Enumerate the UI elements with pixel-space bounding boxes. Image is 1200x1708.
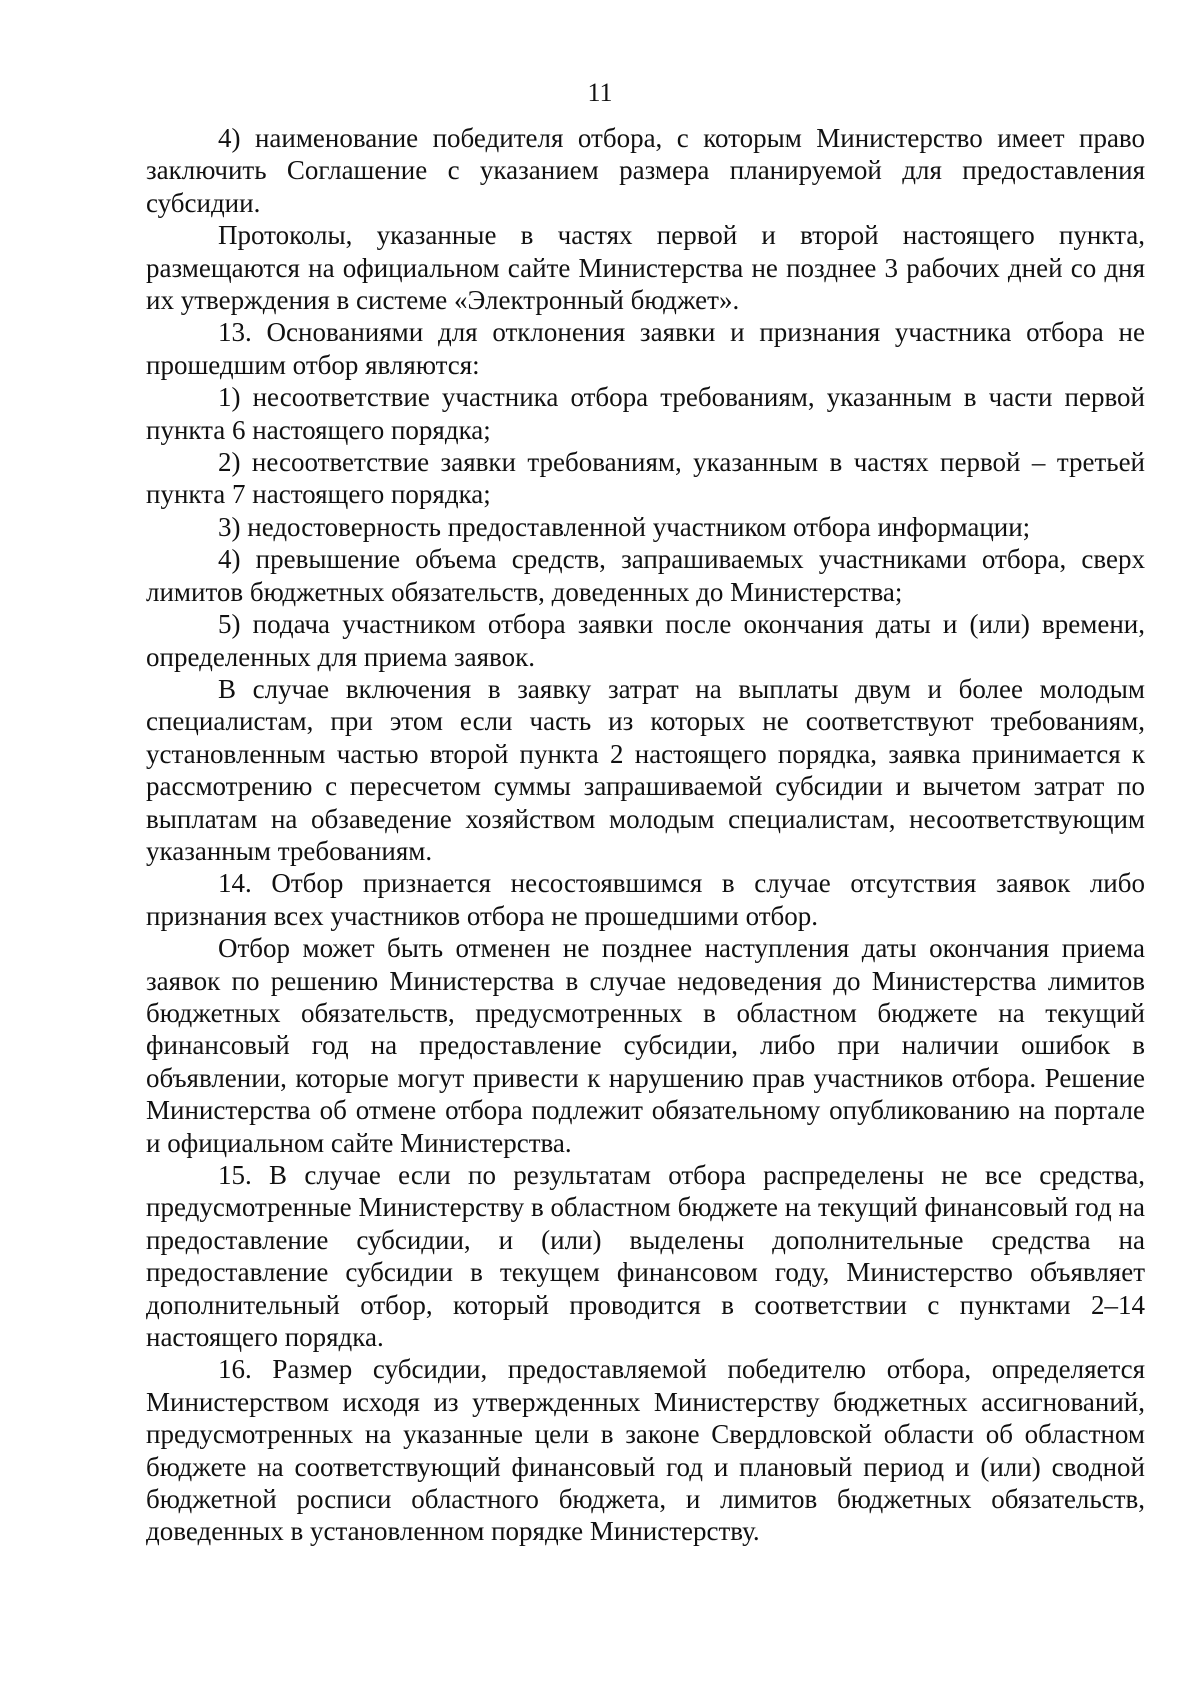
- paragraph-rejection-ground-5: 5) подача участником отбора заявки после окончания даты и (или) времени, определенных для приема заявок.: [146, 609, 1145, 672]
- paragraph-14-failed-selection: 14. Отбор признается несостоявшимся в случае отсутствия заявок либо признания всех участников отбора не прошедшими отбор.: [146, 868, 1145, 931]
- paragraph-item-4-winner-name: 4) наименование победителя отбора, с которым Министерство имеет право заключить Соглашение с указанием размера планируемой для предоставления субсидии.: [146, 123, 1145, 218]
- paragraph-rejection-ground-1: 1) несоответствие участника отбора требованиям, указанным в части первой пункта 6 настоящего порядка;: [146, 382, 1145, 445]
- paragraph-rejection-ground-2: 2) несоответствие заявки требованиям, указанным в частях первой – третьей пункта 7 настоящего порядка;: [146, 447, 1145, 510]
- paragraph-selection-cancellation: Отбор может быть отменен не позднее наступления даты окончания приема заявок по решению Министерства в случае недоведения до Министерства лимитов бюджетных обязательств, предусмотренных в областном бюджете на текущий финансовый год на предоставление субсидии, либо при наличии ошибок в объявлении, которые могут привести к нарушению прав участников отбора. Решение Министерства об отмене отбора подлежит обязательному опубликованию на портале и официальном сайте Министерства.: [146, 933, 1145, 1158]
- paragraph-young-specialists: В случае включения в заявку затрат на выплаты двум и более молодым специалистам, при этом если часть из которых не соответствуют требованиям, установленным частью второй пункта 2 настоящего порядка, заявка принимается к рассмотрению с пересчетом суммы запрашиваемой субсидии и вычетом затрат по выплатам на обзаведение хозяйством молодым специалистам, несоответствующим указанным требованиям.: [146, 673, 1145, 866]
- document-body: [146, 122, 1145, 1548]
- page-number: 11: [587, 78, 613, 107]
- paragraph-16-subsidy-size: 16. Размер субсидии, предоставляемой победителю отбора, определяется Министерством исходя из утвержденных Министерству бюджетных ассигнований, предусмотренных на указанные цели в законе Свердловской области об областном бюджете на соответствующий финансовый год и плановый период и (или) сводной бюджетной росписи областного бюджета, и лимитов бюджетных обязательств, доведенных в установленном порядке Министерству.: [146, 1354, 1145, 1547]
- paragraph-rejection-ground-3: 3) недостоверность предоставленной участником отбора информации;: [218, 511, 1031, 542]
- paragraph-15-additional-selection: 15. В случае если по результатам отбора распределены не все средства, предусмотренные Министерству в областном бюджете на текущий финансовый год на предоставление субсидии, и (или) выделены дополнительные средства на предоставление субсидии в текущем финансовом году, Министерство объявляет дополнительный отбор, который проводится в соответствии с пунктами 2–14 настоящего порядка.: [146, 1160, 1145, 1353]
- paragraph-protocols-publication: Протоколы, указанные в частях первой и второй настоящего пункта, размещаются на официальном сайте Министерства не позднее 3 рабочих дней со дня их утверждения в системе «Электронный бюджет».: [146, 220, 1145, 316]
- paragraph-rejection-ground-4: 4) превышение объема средств, запрашиваемых участниками отбора, сверх лимитов бюджетных обязательств, доведенных до Министерства;: [146, 544, 1145, 607]
- paragraph-13-rejection-grounds: 13. Основаниями для отклонения заявки и признания участника отбора не прошедшим отбор являются:: [146, 317, 1145, 380]
